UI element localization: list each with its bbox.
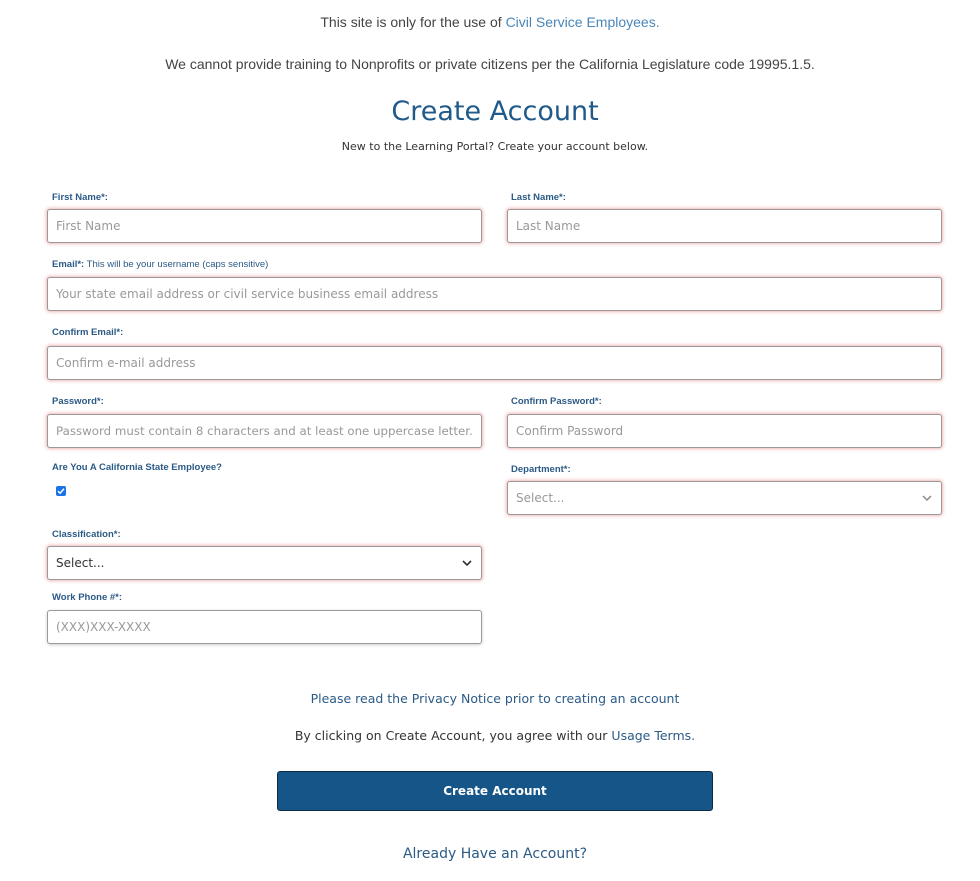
confirm-email-input[interactable] bbox=[47, 346, 942, 380]
email-input[interactable] bbox=[47, 277, 942, 311]
create-account-button[interactable]: Create Account bbox=[277, 771, 713, 811]
email-label-text: Email*: bbox=[52, 259, 85, 270]
first-name-placeholder: First Name bbox=[56, 219, 121, 233]
department-selected-value: Select... bbox=[516, 491, 565, 505]
confirm-password-placeholder: Confirm Password bbox=[516, 424, 624, 438]
confirm-password-label: Confirm Password*: bbox=[511, 396, 602, 407]
work-phone-input[interactable] bbox=[47, 610, 482, 644]
confirm-email-placeholder: Confirm e-mail address bbox=[56, 356, 196, 370]
password-input[interactable] bbox=[47, 414, 482, 448]
privacy-notice-link[interactable]: Please read the Privacy Notice prior to creating an account bbox=[310, 691, 680, 706]
department-select[interactable] bbox=[507, 481, 942, 515]
first-name-label: First Name*: bbox=[52, 192, 108, 203]
confirm-password-input[interactable] bbox=[507, 414, 942, 448]
state-employee-checkbox[interactable] bbox=[56, 486, 66, 496]
usage-terms-text bbox=[0, 728, 980, 743]
first-name-input[interactable] bbox=[47, 209, 482, 243]
classification-selected-value: Select... bbox=[56, 556, 105, 570]
already-have-account-link[interactable]: Already Have an Account? bbox=[402, 846, 588, 862]
page-title: Create Account bbox=[391, 96, 599, 127]
state-employee-label: Are You A California State Employee? bbox=[52, 462, 222, 473]
email-placeholder: Your state email address or civil service business email address bbox=[56, 287, 439, 301]
chevron-down-icon bbox=[461, 557, 473, 569]
last-name-placeholder: Last Name bbox=[516, 219, 581, 233]
civil-service-notice bbox=[0, 14, 980, 30]
checkmark-icon bbox=[57, 487, 65, 495]
terms-prefix: By clicking on Create Account, you agree with our bbox=[294, 728, 612, 743]
chevron-down-icon bbox=[921, 492, 933, 504]
page-subtitle: New to the Learning Portal? Create your account below. bbox=[341, 140, 649, 153]
department-label: Department*: bbox=[511, 464, 571, 475]
password-placeholder: Password must contain 8 characters and at least one uppercase letter. bbox=[56, 424, 473, 438]
usage-terms-link[interactable]: Usage Terms. bbox=[611, 728, 696, 743]
nonprofit-notice: We cannot provide training to Nonprofits or private citizens per the California Legislature code 19995.1.5. bbox=[165, 56, 815, 72]
last-name-label: Last Name*: bbox=[511, 192, 566, 203]
work-phone-label: Work Phone #*: bbox=[52, 592, 123, 603]
email-hint: This will be your username (caps sensitive) bbox=[84, 259, 269, 270]
email-label bbox=[52, 259, 268, 270]
classification-select[interactable] bbox=[47, 546, 482, 580]
civil-service-employees-link[interactable]: Civil Service Employees. bbox=[505, 14, 660, 30]
password-label: Password*: bbox=[52, 396, 104, 407]
last-name-input[interactable] bbox=[507, 209, 942, 243]
classification-label: Classification*: bbox=[52, 529, 121, 540]
work-phone-placeholder: (XXX)XXX-XXXX bbox=[56, 620, 151, 634]
confirm-email-label: Confirm Email*: bbox=[52, 327, 124, 338]
notice-text: This site is only for the use of bbox=[320, 14, 506, 30]
